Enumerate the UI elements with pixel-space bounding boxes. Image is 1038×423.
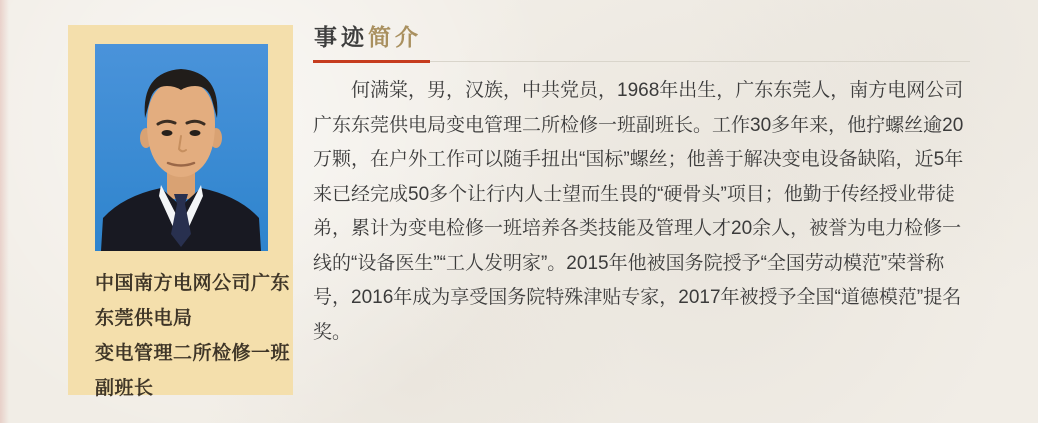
deeds-summary-paragraph: 何满棠，男，汉族，中共党员，1968年出生，广东东莞人，南方电网公司广东东莞供电局变电管理二所检修一班副班长。工作30多年来，他拧螺丝逾20万颗，在户外工作可以随手扭出“国标”螺丝；他善于解决变电设备缺陷，近5年来已经完成50多个让行内人士望而生畏的“硬骨头”项目；他勤于传经授业带徒弟，累计为变电检修一班培养各类技能及管理人才20余人，被誉为电力检修一线的“设备医生”“工人发明家”。2015年他被国务院授予“全国劳动模范”荣誉称号，2016年成为享受国务院特殊津贴专家，2017年被授予全国“道德模范”提名奖。 (313, 80, 964, 343)
profile-card (68, 25, 293, 399)
deeds-summary (313, 74, 971, 350)
section-title-primary: 事迹 (314, 24, 368, 50)
caption-line: 副班长 (95, 378, 154, 399)
section-title (314, 20, 422, 54)
title-accent-underline (313, 60, 430, 63)
header-divider-line (430, 61, 970, 62)
caption-line: 中国南方电网公司广东 (95, 273, 291, 294)
caption-line: 变电管理二所检修一班 (95, 343, 291, 364)
portrait-photo (95, 44, 268, 251)
profile-caption (95, 266, 291, 406)
section-title-secondary: 简介 (368, 24, 422, 50)
caption-line: 东莞供电局 (95, 308, 193, 329)
portrait-photo-graphic (95, 44, 268, 251)
